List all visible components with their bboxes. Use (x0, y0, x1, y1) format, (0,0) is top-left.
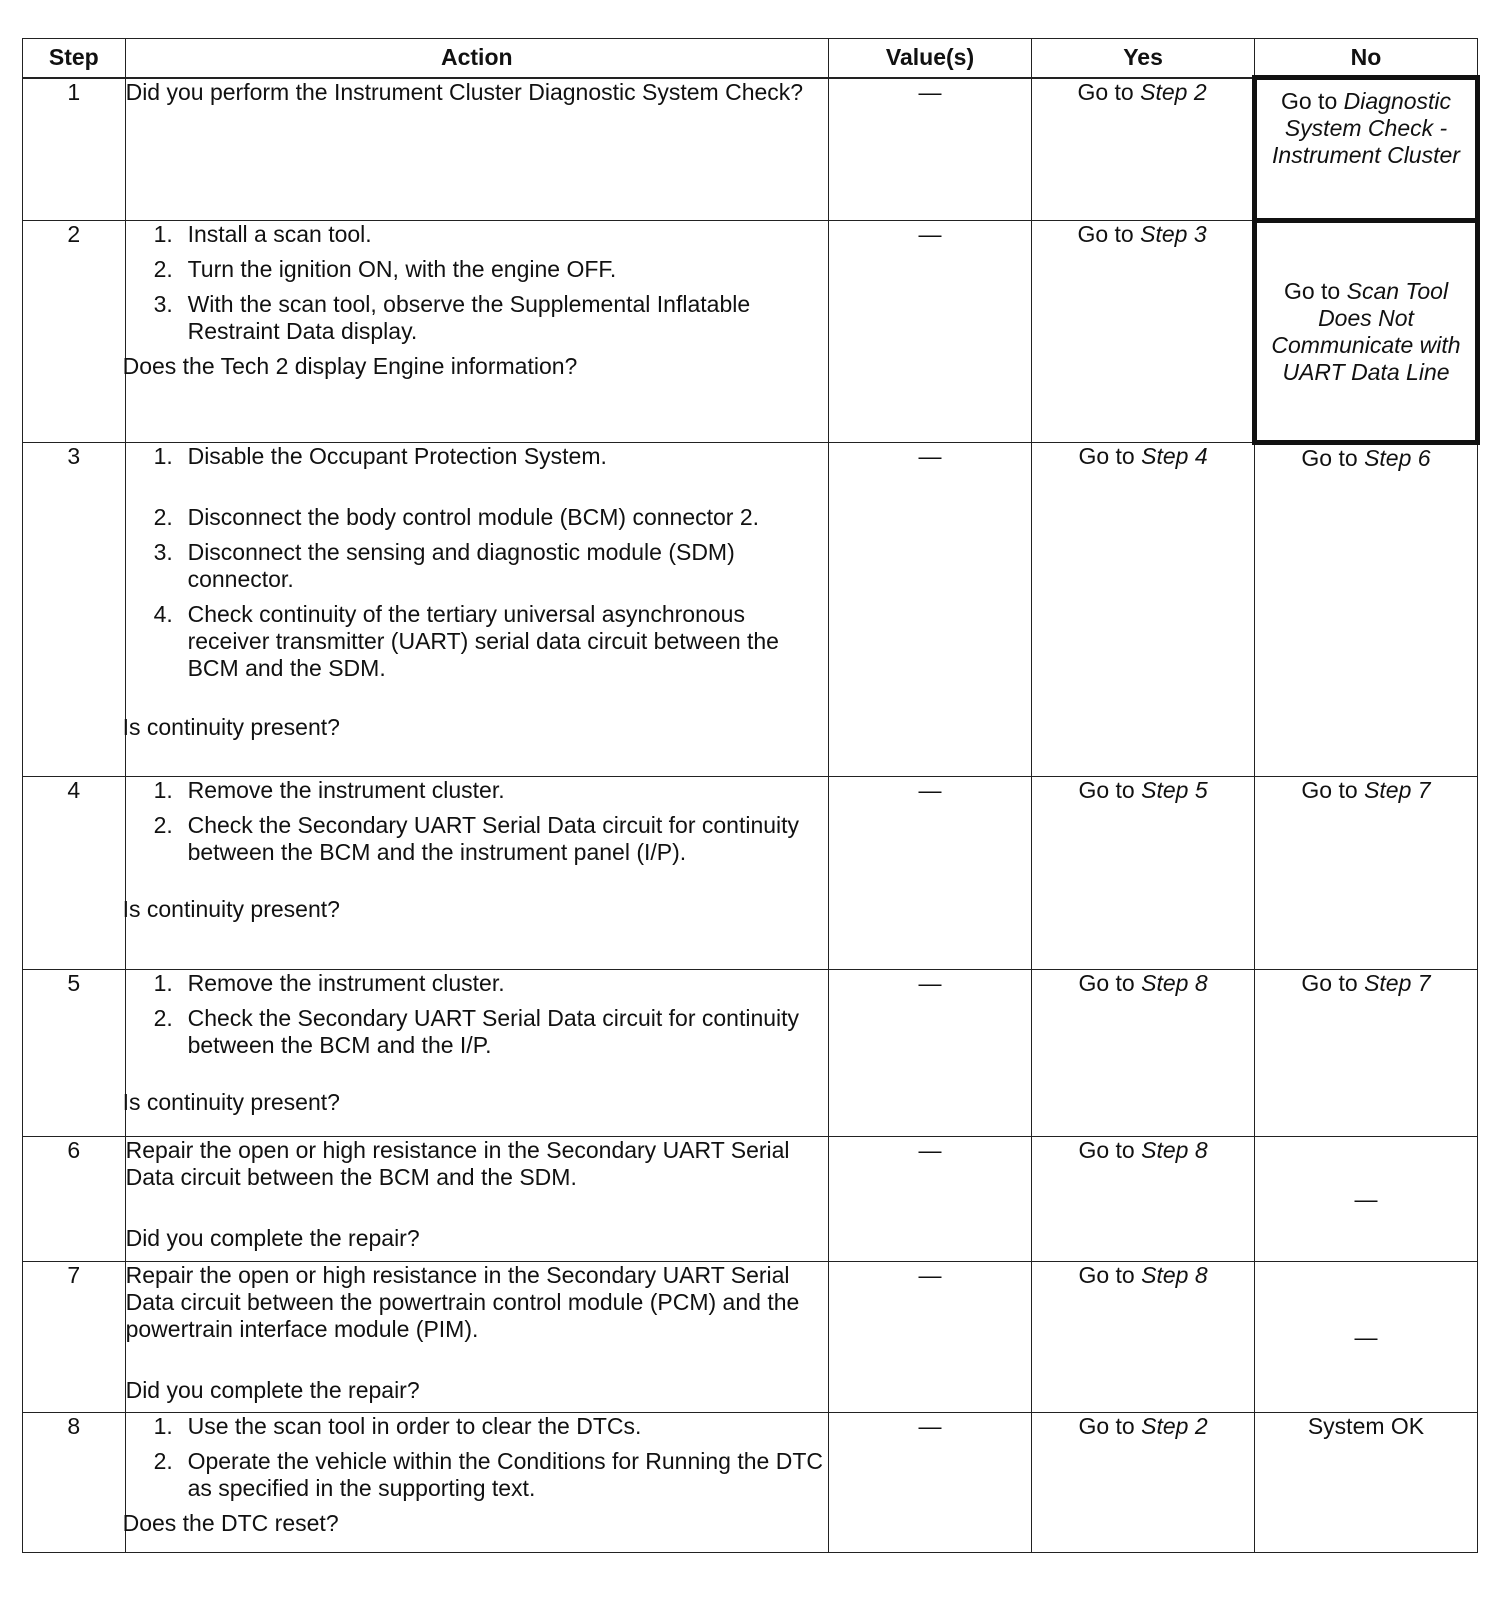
list-item: 3. With the scan tool, observe the Supplemental Inflatable Restraint Data display. (153, 291, 751, 344)
list-item: 1. Remove the instrument cluster. (153, 970, 505, 996)
yes-link[interactable]: Go to Step 8 (1078, 1262, 1208, 1288)
table-row (23, 777, 1478, 970)
header-action: Action (125, 39, 828, 78)
diagnostic-table (22, 38, 1480, 1553)
yes-link[interactable]: Go to Step 8 (1078, 970, 1208, 996)
step-number: 1 (23, 78, 126, 221)
step-number: 6 (23, 1137, 126, 1262)
table-row (23, 1413, 1478, 1553)
action-cell (125, 78, 828, 221)
yes-link[interactable]: Go to Step 5 (1078, 777, 1208, 803)
header-yes: Yes (1032, 39, 1255, 78)
action-question: Is continuity present? (122, 714, 340, 740)
no-cell (1255, 443, 1478, 777)
action-cell (122, 1413, 828, 1553)
yes-cell (1032, 1413, 1255, 1553)
value-cell: — (829, 1262, 1032, 1413)
no-cell: — (1255, 1137, 1478, 1262)
yes-link[interactable]: Go to Step 4 (1078, 443, 1208, 469)
action-cell (122, 221, 828, 443)
no-cell (1255, 777, 1478, 970)
value-cell: — (829, 777, 1032, 970)
action-text: Repair the open or high resistance in the Secondary UART Serial Data circuit between the BCM and the SDM. (125, 1137, 790, 1190)
table-row (23, 1137, 1478, 1262)
value-cell: — (829, 78, 1032, 221)
no-cell (1255, 970, 1478, 1137)
yes-cell (1032, 221, 1255, 443)
list-item: 4. Check continuity of the tertiary universal asynchronous receiver transmitter (UART) serial data circuit between the BCM and the SDM. (153, 601, 779, 681)
list-item: 1. Use the scan tool in order to clear the DTCs. (153, 1413, 642, 1439)
action-question: Does the Tech 2 display Engine information? (122, 353, 578, 379)
action-cell (122, 970, 828, 1137)
table-row (23, 1262, 1478, 1413)
instruction-list (126, 443, 828, 682)
list-item: 1. Install a scan tool. (153, 221, 372, 247)
list-item: 1. Disable the Occupant Protection System. (153, 443, 607, 469)
value-cell: — (829, 1413, 1032, 1553)
list-item: 2. Turn the ignition ON, with the engine OFF. (153, 256, 617, 282)
no-cell (1255, 221, 1478, 443)
instruction-list (126, 777, 828, 866)
action-cell (125, 1137, 828, 1262)
list-item: 3. Disconnect the sensing and diagnostic module (SDM) connector. (153, 539, 735, 592)
yes-cell (1032, 777, 1255, 970)
step-number: 5 (23, 970, 126, 1137)
no-cell: — (1255, 1262, 1478, 1413)
action-cell (122, 443, 828, 777)
action-question: Does the DTC reset? (122, 1510, 339, 1536)
yes-cell (1032, 1262, 1255, 1413)
action-cell (125, 1262, 828, 1413)
table-row (23, 970, 1478, 1137)
yes-cell (1032, 1137, 1255, 1262)
yes-cell (1032, 443, 1255, 777)
yes-link[interactable]: Go to Step 3 (1077, 221, 1207, 247)
action-question: Is continuity present? (122, 1089, 340, 1115)
step-number: 8 (23, 1413, 126, 1553)
no-link[interactable]: Go to Step 7 (1301, 777, 1431, 803)
list-item: 1. Remove the instrument cluster. (153, 777, 505, 803)
no-link[interactable]: Go to Scan Tool Does Not Communicate with UART Data Line (1271, 277, 1461, 385)
value-cell: — (829, 970, 1032, 1137)
yes-cell (1032, 78, 1255, 221)
action-cell (122, 777, 828, 970)
action-text: Repair the open or high resistance in the Secondary UART Serial Data circuit between the powertrain control module (PCM) and the powertrain interface module (PIM). (125, 1262, 800, 1342)
list-item: 2. Check the Secondary UART Serial Data circuit for continuity between the BCM and the instrument panel (I/P). (153, 812, 800, 865)
yes-link[interactable]: Go to Step 2 (1078, 1413, 1208, 1439)
no-cell (1255, 78, 1478, 221)
list-item: 2. Operate the vehicle within the Conditions for Running the DTC as specified in the supporting text. (153, 1448, 823, 1501)
action-text: Did you perform the Instrument Cluster Diagnostic System Check? (125, 78, 804, 105)
action-question: Did you complete the repair? (125, 1225, 420, 1251)
step-number: 2 (23, 221, 126, 443)
header-values: Value(s) (829, 39, 1032, 78)
table-row (23, 78, 1478, 221)
step-number: 3 (23, 443, 126, 777)
instruction-list (126, 1413, 828, 1502)
table-row (23, 221, 1478, 443)
no-link[interactable]: Go to Step 7 (1301, 970, 1431, 996)
value-cell: — (829, 1137, 1032, 1262)
value-cell: — (829, 443, 1032, 777)
yes-link[interactable]: Go to Step 2 (1077, 78, 1207, 105)
header-step: Step (23, 39, 126, 78)
instruction-list (126, 221, 828, 345)
table-row (23, 443, 1478, 777)
yes-link[interactable]: Go to Step 8 (1078, 1137, 1208, 1163)
yes-cell (1032, 970, 1255, 1137)
list-item: 2. Check the Secondary UART Serial Data circuit for continuity between the BCM and the I/P. (153, 1005, 800, 1058)
no-cell: System OK (1255, 1413, 1478, 1553)
instruction-list (126, 970, 828, 1059)
action-question: Did you complete the repair? (125, 1377, 420, 1403)
no-link[interactable]: Go to Diagnostic System Check - Instrument Cluster (1272, 88, 1460, 168)
header-row (23, 39, 1478, 78)
value-cell: — (829, 221, 1032, 443)
action-question: Is continuity present? (122, 896, 340, 922)
header-no: No (1255, 39, 1478, 78)
list-item: 2. Disconnect the body control module (BCM) connector 2. (153, 504, 760, 530)
step-number: 4 (23, 777, 126, 970)
step-number: 7 (23, 1262, 126, 1413)
no-link[interactable]: Go to Step 6 (1301, 445, 1431, 471)
